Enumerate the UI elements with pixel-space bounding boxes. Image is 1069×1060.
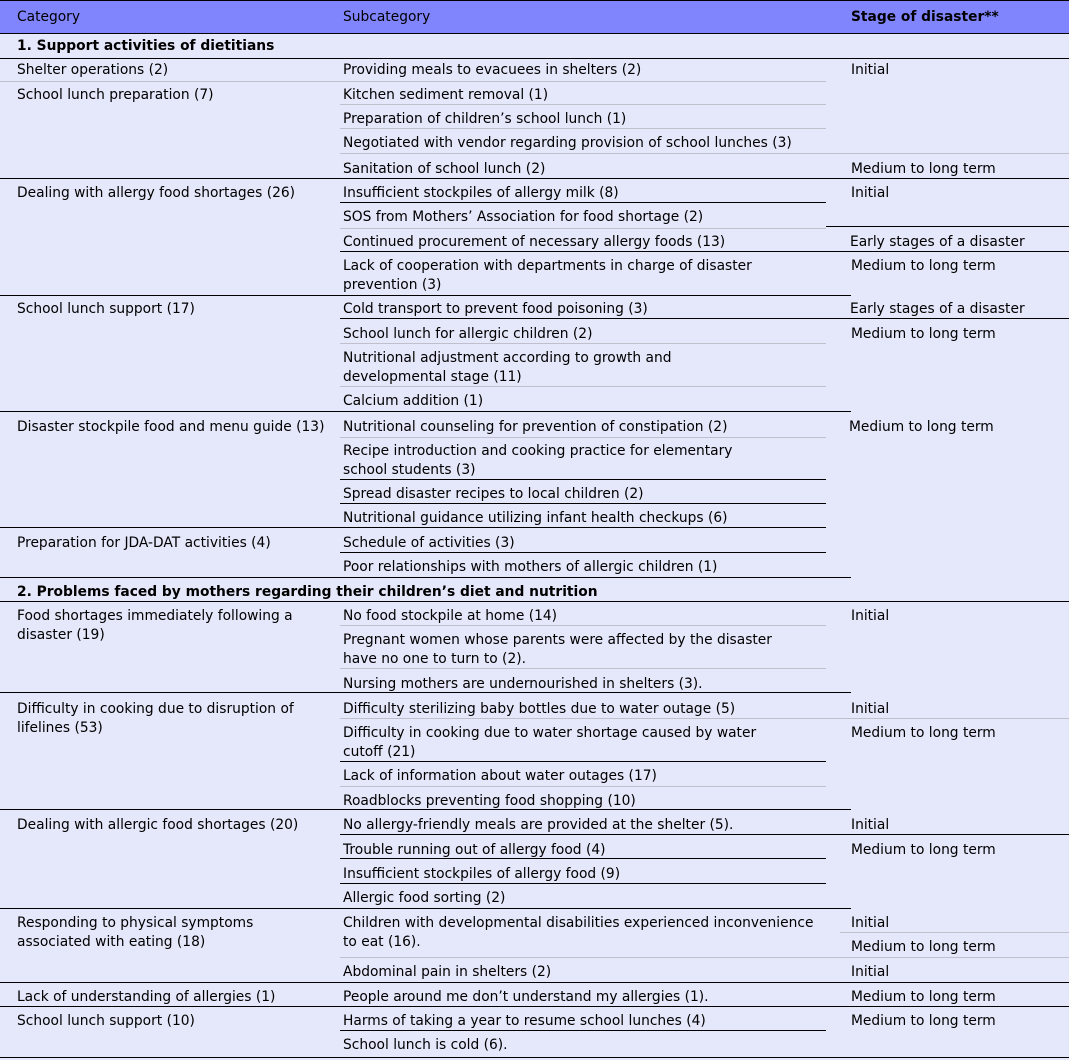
stage-cell: Initial <box>851 915 890 931</box>
stage-cell: Medium to long term <box>851 1013 996 1029</box>
divider <box>340 228 826 229</box>
divider <box>340 718 1069 719</box>
subcategory-cell: Calcium addition (1) <box>343 393 484 409</box>
divider <box>340 858 826 859</box>
divider <box>826 226 1069 227</box>
divider <box>340 479 826 480</box>
subcategory-cell: Negotiated with vendor regarding provision of school lunches (3) <box>343 135 792 151</box>
subcategory-cell: Children with developmental disabilities experienced inconvenience to eat (16). <box>343 915 814 950</box>
divider <box>340 104 826 105</box>
divider <box>0 1006 1069 1007</box>
divider <box>340 202 826 203</box>
divider <box>340 503 826 504</box>
header-category: Category <box>17 9 81 25</box>
divider <box>0 601 1069 602</box>
header-stage: Stage of disaster** <box>851 9 999 25</box>
category-cell: Lack of understanding of allergies (1) <box>17 989 276 1005</box>
subcategory-cell: Insufficient stockpiles of allergy food (9) <box>343 866 621 882</box>
subcategory-cell: Nutritional counseling for prevention of constipation (2) <box>343 419 728 435</box>
category-cell: School lunch support (10) <box>17 1013 195 1029</box>
subcategory-cell: Spread disaster recipes to local children (2) <box>343 486 644 502</box>
divider <box>340 625 826 626</box>
subcategory-cell: Lack of cooperation with departments in charge of disaster prevention (3) <box>343 258 752 293</box>
subcategory-cell: Pregnant women whose parents were affected by the disaster have no one to turn to (2). <box>343 632 772 667</box>
divider <box>340 343 826 344</box>
subcategory-cell: School lunch for allergic children (2) <box>343 326 593 342</box>
stage-cell: Initial <box>851 185 890 201</box>
divider <box>340 668 826 669</box>
divider <box>340 153 1069 154</box>
subcategory-cell: Cold transport to prevent food poisoning (3) <box>343 301 648 317</box>
subcategory-cell: School lunch is cold (6). <box>343 1037 508 1053</box>
divider <box>340 1030 826 1031</box>
subcategory-cell: Recipe introduction and cooking practice for elementary school students (3) <box>343 443 733 478</box>
divider <box>340 786 826 787</box>
divider <box>0 81 340 82</box>
stage-cell: Initial <box>851 964 890 980</box>
divider <box>340 883 826 884</box>
divider <box>0 577 851 578</box>
divider <box>340 318 1069 319</box>
divider <box>340 552 826 553</box>
stage-cell: Medium to long term <box>851 161 996 177</box>
stage-cell: Medium to long term <box>851 326 996 342</box>
divider <box>0 692 851 693</box>
divider <box>340 386 826 387</box>
subcategory-cell: Harms of taking a year to resume school lunches (4) <box>343 1013 706 1029</box>
divider <box>0 527 826 528</box>
divider <box>0 982 1069 983</box>
divider <box>0 1057 1069 1058</box>
stage-cell: Medium to long term <box>849 419 994 435</box>
section-title: 2. Problems faced by mothers regarding their children’s diet and nutrition <box>17 584 598 600</box>
subcategory-cell: No food stockpile at home (14) <box>343 608 558 624</box>
subcategory-cell: Providing meals to evacuees in shelters (2) <box>343 62 642 78</box>
subcategory-cell: Nutritional adjustment according to growth and developmental stage (11) <box>343 350 672 385</box>
divider <box>0 295 851 296</box>
divider <box>0 411 851 412</box>
subcategory-cell: Difficulty sterilizing baby bottles due to water outage (5) <box>343 701 736 717</box>
stage-cell: Early stages of a disaster <box>850 301 1025 317</box>
divider <box>340 128 826 129</box>
category-cell: Difficulty in cooking due to disruption of lifelines (53) <box>17 701 294 736</box>
divider <box>840 932 1069 933</box>
divider <box>0 908 851 909</box>
subcategory-cell: Trouble running out of allergy food (4) <box>343 842 606 858</box>
stage-cell: Medium to long term <box>851 725 996 741</box>
subcategory-cell: No allergy-friendly meals are provided at the shelter (5). <box>343 817 734 833</box>
category-cell: Preparation for JDA-DAT activities (4) <box>17 535 271 551</box>
subcategory-cell: SOS from Mothers’ Association for food shortage (2) <box>343 209 704 225</box>
subcategory-cell: Allergic food sorting (2) <box>343 890 506 906</box>
category-cell: Dealing with allergic food shortages (20) <box>17 817 299 833</box>
subcategory-cell: Sanitation of school lunch (2) <box>343 161 546 177</box>
divider <box>340 834 1069 835</box>
category-cell: Responding to physical symptoms associated with eating (18) <box>17 915 254 950</box>
subcategory-cell: Nutritional guidance utilizing infant health checkups (6) <box>343 510 728 526</box>
stage-cell: Medium to long term <box>851 989 996 1005</box>
header-subcategory: Subcategory <box>343 9 431 25</box>
subcategory-cell: Abdominal pain in shelters (2) <box>343 964 552 980</box>
category-cell: School lunch support (17) <box>17 301 195 317</box>
subcategory-cell: Preparation of children’s school lunch (1) <box>343 111 627 127</box>
divider <box>0 178 1069 179</box>
subcategory-cell: Lack of information about water outages (17) <box>343 768 657 784</box>
divider <box>340 761 826 762</box>
divider <box>340 251 1069 252</box>
subcategory-cell: People around me don’t understand my allergies (1). <box>343 989 709 1005</box>
stage-cell: Medium to long term <box>851 258 996 274</box>
subcategory-cell: Schedule of activities (3) <box>343 535 515 551</box>
category-cell: Shelter operations (2) <box>17 62 169 78</box>
subcategory-cell: Roadblocks preventing food shopping (10) <box>343 793 636 809</box>
divider <box>340 81 826 82</box>
category-cell: School lunch preparation (7) <box>17 87 214 103</box>
category-cell: Food shortages immediately following a disaster (19) <box>17 608 293 643</box>
section-title: 1. Support activities of dietitians <box>17 38 275 54</box>
stage-cell: Initial <box>851 62 890 78</box>
subcategory-cell: Continued procurement of necessary allergy foods (13) <box>343 234 726 250</box>
category-cell: Dealing with allergy food shortages (26) <box>17 185 296 201</box>
subcategory-cell: Insufficient stockpiles of allergy milk (8) <box>343 185 619 201</box>
stage-cell: Medium to long term <box>851 939 996 955</box>
divider <box>0 809 851 810</box>
subcategory-cell: Poor relationships with mothers of allergic children (1) <box>343 559 718 575</box>
category-cell: Disaster stockpile food and menu guide (13) <box>17 419 325 435</box>
stage-cell: Initial <box>851 608 890 624</box>
divider <box>340 437 826 438</box>
subcategory-cell: Nursing mothers are undernourished in shelters (3). <box>343 676 703 692</box>
stage-cell: Early stages of a disaster <box>850 234 1025 250</box>
subcategory-cell: Kitchen sediment removal (1) <box>343 87 549 103</box>
subcategory-cell: Difficulty in cooking due to water shortage caused by water cutoff (21) <box>343 725 757 760</box>
stage-cell: Initial <box>851 701 890 717</box>
divider <box>0 58 1069 59</box>
stage-cell: Initial <box>851 817 890 833</box>
stage-cell: Medium to long term <box>851 842 996 858</box>
divider <box>340 957 1069 958</box>
